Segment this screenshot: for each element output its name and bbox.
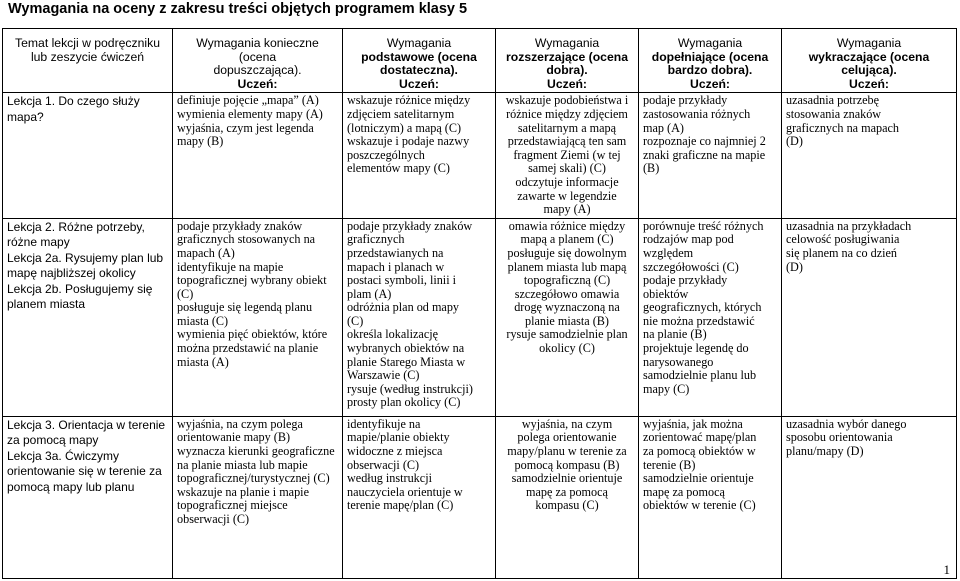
cell-text-line: orientowanie się w terenie za [7, 464, 162, 479]
cell-text-line: samodzielnie orientuje [643, 471, 754, 486]
cell-text-line: wskazuje podobieństwa i [505, 93, 629, 108]
cell-text-line: określa lokalizację [347, 327, 439, 342]
cell-text-line: na planie (B) [643, 327, 707, 342]
lesson-topic-cell [3, 416, 173, 578]
cell-text-line: przedstawiającą ten sam [507, 134, 627, 149]
cell-text-line: wymienia elementy mapy (A) [177, 106, 323, 121]
cell-text-line: kompasu (C) [535, 498, 599, 513]
konieczne-cell [173, 93, 343, 218]
cell-text-line: mapach i planach w [347, 259, 445, 274]
cell-text-line: wyjaśnia, na czym polega [177, 416, 303, 431]
cell-text-line: wyznacza kierunki geograficzne [177, 443, 335, 458]
podstawowe-cell [343, 93, 496, 218]
cell-text-line: nie można przedstawić [643, 313, 755, 328]
rozszerzajace-cell [496, 93, 639, 218]
header-wykraczajace [782, 29, 957, 93]
cell-text-line: rozpoznaje co najmniej 2 [643, 134, 766, 149]
cell-text-line: rodzajów map pod [643, 232, 734, 247]
cell-text-line: wyjaśnia, na czym [521, 416, 613, 431]
cell-text-line: (C) [347, 313, 364, 328]
cell-text-line: podaje przykłady [643, 273, 728, 288]
konieczne-cell [173, 218, 343, 416]
cell-text-line: polega orientowanie [517, 430, 617, 445]
cell-text-line: identyfikuje na mapie [177, 259, 284, 274]
header-uczen: Uczeń: [237, 76, 278, 91]
cell-text-line: mapy (A) [543, 202, 591, 217]
cell-text-line: omawia różnice między [508, 218, 626, 233]
header-podstawowe [343, 29, 496, 93]
cell-text-line: planem miasta lub mapą [507, 259, 627, 274]
cell-text-line: różnice między zdjęciem [506, 106, 628, 121]
cell-text-line: odczytuje informacje [515, 174, 619, 189]
table-row [3, 416, 957, 578]
cell-text-line: na planie miasta lub mapie [177, 457, 308, 472]
lesson-topic-cell [3, 218, 173, 416]
cell-text-line: wskazuje na planie i mapie [177, 484, 309, 499]
header-uczen: Uczeń: [690, 76, 730, 91]
cell-text-line: (C) [177, 286, 194, 301]
cell-text-line: rysuje samodzielnie plan [506, 327, 628, 342]
cell-text-line: odróżnia plan od mapy [347, 300, 460, 315]
requirements-table [2, 28, 957, 579]
page-number: 1 [943, 562, 950, 577]
cell-text-line: mapą a planem (C) [520, 232, 614, 247]
cell-text-line: mapy (B) [177, 134, 224, 149]
cell-text-line: Lekcja 3. Orientacja w terenie [7, 417, 166, 432]
cell-text-line: Lekcja 2. Różne potrzeby, [7, 219, 145, 234]
cell-text-line: miasta (C) [177, 313, 229, 328]
cell-text-line: podaje przykłady [643, 93, 728, 108]
cell-text-line: topograficznej/turystycznej (C) [177, 471, 330, 486]
cell-text-line: za pomocą mapy [7, 433, 99, 448]
cell-text-line: identyfikuje na [347, 416, 421, 431]
header-text: lub zeszycie ćwiczeń [30, 49, 145, 64]
cell-text-line: poszczególnych [347, 147, 425, 162]
lesson-topic-cell [3, 93, 173, 218]
cell-text-line: geograficznych, których [643, 300, 762, 315]
page-title: Wymagania na oceny z zakresu treści objętych programem klasy 5 [8, 1, 468, 17]
cell-text-line: uzasadnia na przykładach [786, 218, 912, 233]
cell-text-line: obserwacji (C) [177, 511, 250, 526]
cell-text-line: definiuje pojęcie „mapa” (A) [177, 93, 319, 108]
cell-text-line: stosowania znaków [786, 106, 882, 121]
cell-text-line: narysowanego [643, 354, 714, 369]
cell-text-line: terenie (B) [643, 457, 696, 472]
podstawowe-cell [343, 416, 496, 578]
wykraczajace-cell [782, 416, 957, 578]
cell-text-line: mapie/planie obiekty [347, 430, 450, 445]
cell-text-line: względem [643, 245, 694, 260]
konieczne-cell [173, 416, 343, 578]
cell-text-line: graficznych na mapach [786, 120, 900, 135]
wykraczajace-cell [782, 93, 957, 218]
cell-text-line: projektuje legendę do [643, 341, 749, 356]
cell-text-line: obiektów [643, 286, 689, 301]
header-uczen: Uczeń: [547, 76, 587, 91]
cell-text-line: podaje przykłady znaków [177, 218, 303, 233]
header-text: Wymagania [677, 36, 743, 50]
header-dopelniajace [639, 29, 782, 93]
rozszerzajace-cell [496, 218, 639, 416]
cell-text-line: Lekcja 2b. Posługujemy się [7, 281, 153, 296]
cell-text-line: wyjaśnia, czym jest legenda [177, 120, 314, 135]
header-grade-kind: dopełniające (ocena bardzo dobra). [651, 49, 769, 78]
cell-text-line: (lotniczym) a mapą (C) [347, 120, 462, 135]
cell-text-line: fragment Ziemi (w tej [513, 147, 621, 162]
cell-text-line: obserwacji (C) [347, 457, 420, 472]
cell-text-line: uzasadnia wybór danego [786, 416, 907, 431]
cell-text-line: planie miasta (B) [525, 313, 609, 328]
cell-text-line: szczegółowości (C) [643, 259, 739, 274]
cell-text-line: mapa? [7, 109, 44, 124]
header-text: Temat lekcji w podręczniku [15, 36, 160, 50]
podstawowe-cell [343, 218, 496, 416]
cell-text-line: różne mapy [7, 235, 70, 250]
cell-text-line: Warszawie (C) [347, 368, 420, 383]
header-uczen: Uczeń: [849, 76, 889, 91]
cell-text-line: wymienia pięć obiektów, które [177, 327, 328, 342]
cell-text-line: podaje przykłady znaków [347, 218, 473, 233]
cell-text-line: samodzielnie orientuje [511, 471, 623, 486]
cell-text-line: zorientować mapę/plan [643, 430, 757, 445]
cell-text-line: widoczne z miejsca [347, 443, 443, 458]
cell-text-line: obiektów w terenie (C) [643, 498, 756, 513]
cell-text-line: mapy/planu w terenie za [507, 443, 627, 458]
cell-text-line: rysuje (według instrukcji) [347, 381, 473, 396]
cell-text-line: pomocą mapy lub planu [7, 479, 135, 494]
cell-text-line: zastosowania różnych [643, 106, 751, 121]
cell-text-line: drogę wyznaczoną na [514, 300, 620, 315]
cell-text-line: wybranych obiektów na [347, 341, 465, 356]
wykraczajace-cell [782, 218, 957, 416]
cell-text-line: map (A) [643, 120, 684, 135]
cell-text-line: planu/mapy (D) [786, 443, 864, 458]
cell-text-line: (D) [786, 259, 803, 274]
cell-text-line: znaki graficzne na mapie [643, 147, 766, 162]
header-uczen: Uczeń: [399, 76, 439, 91]
cell-text-line: według instrukcji [347, 471, 432, 486]
dopelniajace-cell [639, 218, 782, 416]
header-rozszerzajace [496, 29, 639, 93]
cell-text-line: porównuje treść różnych [643, 218, 764, 233]
header-grade-kind: rozszerzające (ocena dobra). [506, 49, 628, 78]
cell-text-line: (B) [643, 161, 660, 176]
cell-text-line: mapy (C) [643, 381, 690, 396]
header-text: Wymagania [534, 36, 600, 50]
cell-text-line: topograficzną (C) [523, 273, 611, 288]
table-row [3, 93, 957, 218]
cell-text-line: samej skali) (C) [528, 161, 606, 176]
cell-text-line: mapach (A) [177, 245, 235, 260]
cell-text-line: elementów mapy (C) [347, 161, 450, 176]
cell-text-line: zawarte w legendzie [517, 188, 617, 203]
cell-text-line: planie Starego Miasta w [347, 354, 466, 369]
cell-text-line: (D) [786, 134, 803, 149]
cell-text-line: posługuje się legendą planu [177, 300, 313, 315]
cell-text-line: się planem na co dzień [786, 245, 897, 260]
cell-text-line: orientowanie mapy (B) [177, 430, 291, 445]
cell-text-line: mapę za pomocą [526, 484, 608, 499]
cell-text-line: miasta (A) [177, 354, 229, 369]
table-row [3, 218, 957, 416]
dopelniajace-cell [639, 416, 782, 578]
header-text: Wymagania konieczne (ocena [196, 36, 319, 64]
cell-text-line: terenie mapę/plan (C) [347, 498, 454, 513]
header-grade-kind: wykraczające (ocena celująca). [808, 49, 930, 78]
cell-text-line: wskazuje różnice między [347, 93, 471, 108]
cell-text-line: przedstawianych na [347, 245, 444, 260]
cell-text-line: posługuje się dowolnym [507, 245, 627, 260]
dopelniajace-cell [639, 93, 782, 218]
header-text: Wymagania [386, 36, 452, 50]
rozszerzajace-cell [496, 416, 639, 578]
cell-text-line: satelitarnym a mapą [517, 120, 617, 135]
cell-text-line: pomocą kompasu (B) [514, 457, 620, 472]
cell-text-line: zdjęciem satelitarnym [347, 106, 455, 121]
cell-text-line: mapę za pomocą [643, 484, 725, 499]
header-grade-kind: podstawowe (ocena dostateczna). [361, 49, 477, 78]
table-header-row [3, 29, 957, 93]
cell-text-line: szczegółowo omawia [514, 286, 620, 301]
cell-text-line: wyjaśnia, jak można [643, 416, 743, 431]
cell-text-line: mapę najbliższej okolicy [7, 266, 136, 281]
header-text: Wymagania [836, 36, 902, 50]
cell-text-line: plam (A) [347, 286, 392, 301]
cell-text-line: Lekcja 2a. Rysujemy plan lub [7, 250, 164, 265]
cell-text-line: sposobu orientowania [786, 430, 893, 445]
cell-text-line: za pomocą obiektów w [643, 443, 756, 458]
cell-text-line: graficznych [347, 232, 405, 247]
cell-text-line: Lekcja 3a. Ćwiczymy [7, 448, 120, 463]
cell-text-line: celowość posługiwania [786, 232, 900, 247]
cell-text-line: nauczyciela orientuje w [347, 484, 463, 499]
cell-text-line: okolicy (C) [539, 341, 595, 356]
cell-text-line: samodzielnie planu lub [643, 368, 757, 383]
cell-text-line: wskazuje i podaje nazwy [347, 134, 470, 149]
cell-text-line: topograficznej wybrany obiekt [177, 273, 327, 288]
cell-text-line: postaci symboli, linii i [347, 273, 457, 288]
cell-text-line: Lekcja 1. Do czego służy [7, 94, 140, 109]
header-konieczne [173, 29, 343, 93]
cell-text-line: planem miasta [7, 297, 86, 312]
cell-text-line: topograficznej miejsce [177, 498, 288, 513]
cell-text-line: można przedstawić na planie [177, 341, 319, 356]
cell-text-line: graficznych stosowanych na [177, 232, 316, 247]
cell-text-line: uzasadnia potrzebę [786, 93, 880, 108]
cell-text-line: prosty plan okolicy (C) [347, 395, 461, 410]
header-text: dopuszczająca). [213, 63, 302, 78]
header-lesson-topic [3, 29, 173, 93]
